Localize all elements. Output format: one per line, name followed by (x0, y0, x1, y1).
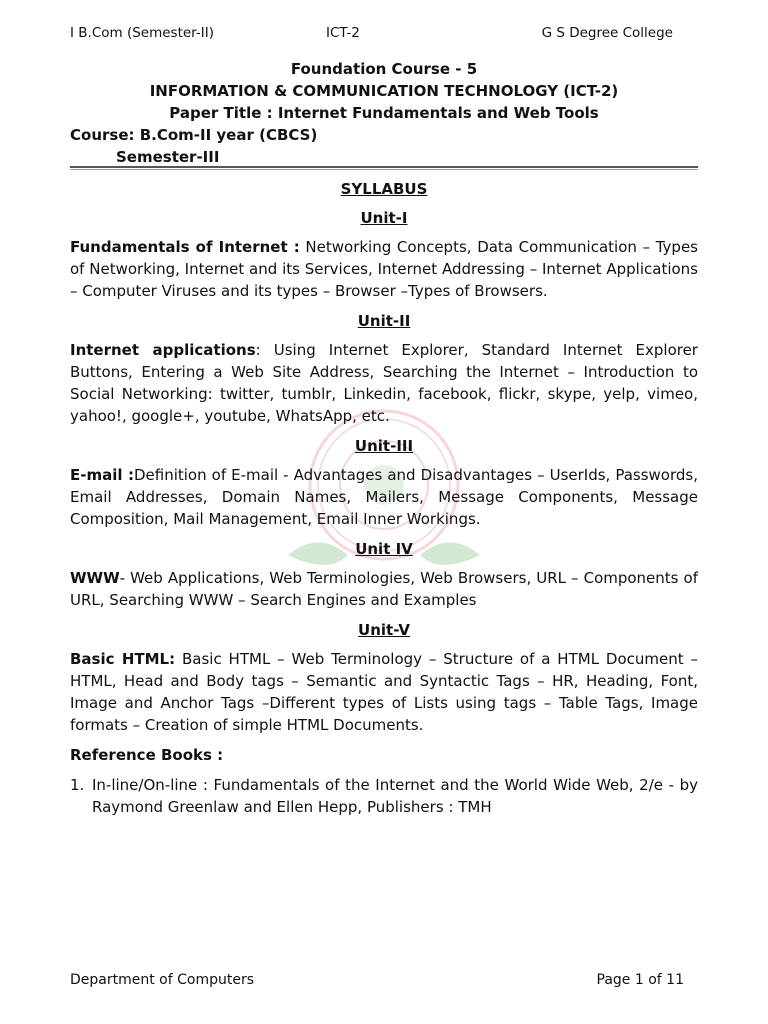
footer-department: Department of Computers (70, 972, 255, 988)
title-divider (70, 166, 698, 170)
reference-text: In-line/On-line : Fundamentals of the Internet and the World Wide Web, 2/e - by Raymond Greenlaw and Ellen Hepp, Publishers : TMH (92, 776, 698, 816)
syllabus-heading: SYLLABUS (340, 180, 428, 198)
unit-heading: Unit-II (357, 312, 411, 330)
unit-heading: Unit-III (354, 437, 414, 455)
header-course-semester: I B.Com (Semester-II) (70, 25, 214, 41)
unit-description: - Web Applications, Web Terminologies, Web Browsers, URL – Components of URL, Searching WWW – Search Engines and Examples (70, 569, 698, 609)
title-block (70, 58, 698, 168)
paper-title: Paper Title : Internet Fundamentals and Web Tools (169, 104, 599, 122)
unit-topic: Internet applications (70, 341, 256, 359)
unit-description: Basic HTML – Web Terminology – Structure of a HTML Document – HTML, Head and Body tags – Semantic and Syntactic Tags – HR, Heading, Font, Image and Anchor Tags –Different types of Lists using tags – Table Tags, Image formats – Creation of simple HTML Documents. (70, 650, 698, 734)
unit-content (70, 648, 698, 736)
unit-description: : Using Internet Explorer, Standard Internet Explorer Buttons, Entering a Web Site Address, Searching the Internet – Introduction to Social Networking: twitter, tumblr, Linkedin, facebook, flickr, skype, yelp, vimeo, yahoo!, google+, youtube, WhatsApp, etc. (70, 341, 698, 425)
subject-title: INFORMATION & COMMUNICATION TECHNOLOGY (ICT-2) (149, 82, 619, 100)
unit-description: Definition of E-mail - Advantages and Disadvantages – UserIds, Passwords, Email Addresses, Domain Names, Mailers, Message Components, Message Composition, Mail Management, Email Inner Workings. (70, 466, 698, 528)
page-number: Page 1 of 11 (596, 972, 684, 988)
page-header (70, 25, 698, 43)
page-footer (70, 972, 698, 990)
unit-content (70, 236, 698, 302)
unit-topic: Basic HTML: (70, 650, 176, 668)
semester-line: Semester-III (116, 148, 220, 166)
unit-topic: E-mail : (70, 466, 134, 484)
course-number: Foundation Course - 5 (290, 60, 478, 78)
unit-heading: Unit-I (360, 209, 408, 227)
unit-description: Networking Concepts, Data Communication – Types of Networking, Internet and its Services, Internet Addressing – Internet Applications – Computer Viruses and its types – Browser –Types of Browsers. (70, 238, 698, 300)
course-line: Course: B.Com-II year (CBCS) (70, 126, 318, 144)
syllabus-body (70, 178, 698, 818)
unit-content (70, 567, 698, 611)
unit-content (70, 339, 698, 427)
unit-topic: WWW (70, 569, 120, 587)
unit-heading: Unit IV (355, 540, 413, 558)
reference-number: 1. (70, 776, 85, 794)
reference-item (70, 774, 698, 818)
unit-topic: Fundamentals of Internet : (70, 238, 300, 256)
references-heading: Reference Books : (70, 746, 224, 764)
header-college-name: G S Degree College (541, 25, 673, 41)
unit-heading: Unit-V (358, 621, 410, 639)
header-subject-code: ICT-2 (326, 25, 360, 41)
unit-content (70, 464, 698, 530)
